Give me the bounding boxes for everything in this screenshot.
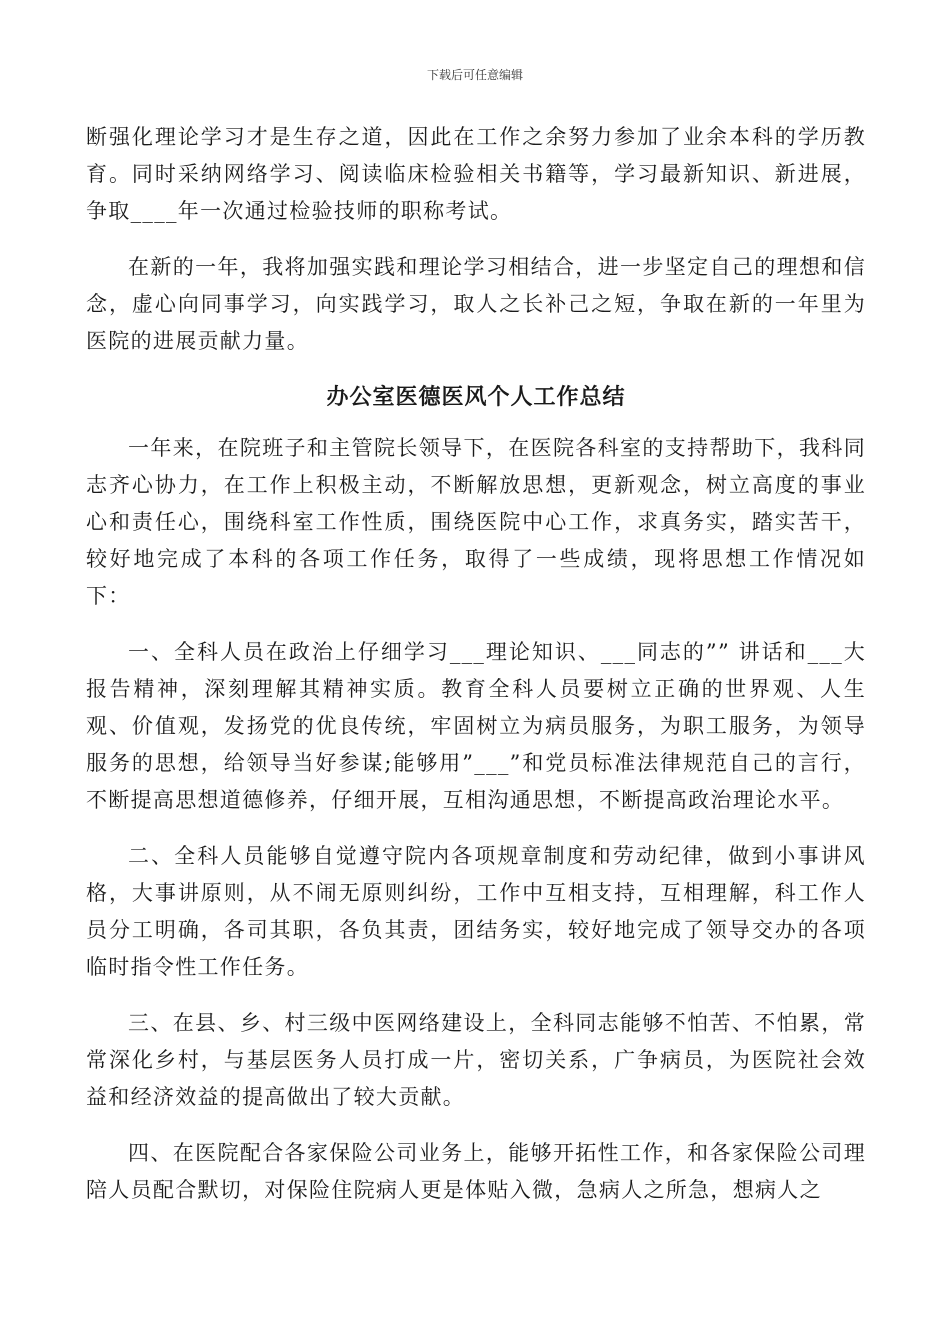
section-paragraph-1: 一年来，在院班子和主管院长领导下，在医院各科室的支持帮助下，我科同志齐心协力，在工作上积极主动，不断解放思想，更新观念，树立高度的事业心和责任心，围绕科室工作性质，围绕医院中心工作，求真务实，踏实苦干，较好地完成了本科的各项工作任务，取得了一些成绩，现将思想工作情况如下：	[86, 436, 866, 608]
intro-paragraph-1: 断强化理论学习才是生存之道，因此在工作之余努力参加了业余本科的学历教育。同时采纳网络学习、阅读临床检验相关书籍等，学习最新知识、新进展，争取____年一次通过检验技师的职称考试。	[86, 125, 866, 223]
intro-paragraph-2: 在新的一年，我将加强实践和理论学习相结合，进一步坚定自己的理想和信念，虚心向同事学习，向实践学习，取人之长补己之短，争取在新的一年里为医院的进展贡献力量。	[86, 255, 866, 353]
document-body	[86, 119, 866, 1228]
section-paragraph-3: 二、全科人员能够自觉遵守院内各项规章制度和劳动纪律，做到小事讲风格，大事讲原则，从不闹无原则纠纷，工作中互相支持，互相理解，科工作人员分工明确，各司其职，各负其责，团结务实，较好地完成了领导交办的各项临时指令性工作任务。	[86, 844, 866, 979]
page-header: 下载后可任意编辑	[426, 68, 523, 82]
section-paragraph-2: 一、全科人员在政治上仔细学习___理论知识、___同志的”” 讲话和___大报告精神，深刻理解其精神实质。教育全科人员要树立正确的世界观、人生观、价值观，发扬党的优良传统，牢固树立为病员服务，为职工服务，为领导服务的思想，给领导当好参谋;能够用”___”和党员标准法律规范自己的言行，不断提高思想道德修养，仔细开展，互相沟通思想，不断提高政治理论水平。	[86, 640, 866, 812]
section-paragraph-4: 三、在县、乡、村三级中医网络建设上，全科同志能够不怕苦、不怕累，常常深化乡村，与基层医务人员打成一片，密切关系，广争病员，为医院社会效益和经济效益的提高做出了较大贡献。	[86, 1011, 866, 1109]
section-title: 办公室医德医风个人工作总结	[326, 384, 626, 410]
section-paragraph-5: 四、在医院配合各家保险公司业务上，能够开拓性工作，和各家保险公司理陪人员配合默切，对保险住院病人更是体贴入微，急病人之所急，想病人之	[86, 1141, 866, 1202]
